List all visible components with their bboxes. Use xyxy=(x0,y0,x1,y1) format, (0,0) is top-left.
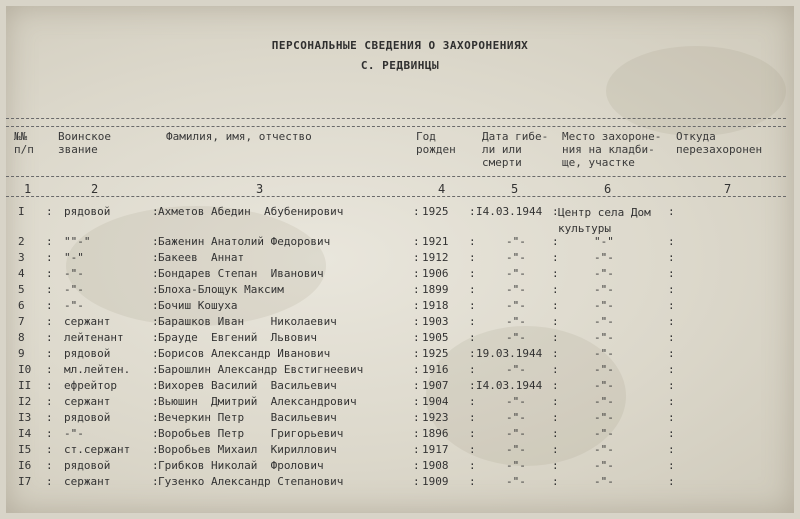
row-death-date: -"- xyxy=(506,427,526,440)
column-separator: : xyxy=(152,411,159,424)
row-birth-year: 1921 xyxy=(422,235,449,248)
column-separator: : xyxy=(413,315,420,328)
column-separator: : xyxy=(413,331,420,344)
column-separator: : xyxy=(46,363,53,376)
table-row xyxy=(6,395,794,411)
row-full-name: Вихорев Василий Васильевич xyxy=(158,379,337,392)
row-death-date: I4.03.1944 xyxy=(476,205,543,218)
row-birth-year: 1925 xyxy=(422,347,449,360)
row-burial-place: -"- xyxy=(594,379,614,392)
column-separator: : xyxy=(46,267,53,280)
row-number: I7 xyxy=(18,475,32,488)
header-top-rule-2 xyxy=(6,126,786,127)
column-separator: : xyxy=(413,267,420,280)
column-separator: : xyxy=(46,443,53,456)
row-burial-place: -"- xyxy=(594,475,614,488)
row-burial-place: -"- xyxy=(594,395,614,408)
row-number: II xyxy=(18,379,32,392)
row-burial-place: -"- xyxy=(594,427,614,440)
column-separator: : xyxy=(46,347,53,360)
row-full-name: Бочиш Кошуха xyxy=(158,299,238,312)
column-separator: : xyxy=(668,427,675,440)
column-separator: : xyxy=(552,363,559,376)
column-separator: : xyxy=(469,427,476,440)
row-number: I4 xyxy=(18,427,32,440)
row-death-date: -"- xyxy=(506,315,526,328)
row-number: 9 xyxy=(18,347,25,360)
row-death-date: -"- xyxy=(506,267,526,280)
header-rank: Воинское звание xyxy=(58,130,111,156)
table-row xyxy=(6,459,794,475)
row-birth-year: 1904 xyxy=(422,395,449,408)
header-top-rule xyxy=(6,118,786,119)
row-number: I xyxy=(18,205,25,218)
table-row xyxy=(6,379,794,395)
header-reburied-from: Откуда перезахоронен xyxy=(676,130,763,156)
row-birth-year: 1925 xyxy=(422,205,449,218)
row-full-name: Воробьев Михаил Кириллович xyxy=(158,443,337,456)
column-separator: : xyxy=(46,459,53,472)
column-separator: : xyxy=(552,347,559,360)
table-row xyxy=(6,363,794,379)
row-rank: рядовой xyxy=(64,411,111,424)
column-separator: : xyxy=(668,331,675,344)
row-rank: -"- xyxy=(64,427,84,440)
header-death-date: Дата гибе- ли или смерти xyxy=(482,130,549,169)
column-separator: : xyxy=(552,379,559,392)
column-separator: : xyxy=(668,443,675,456)
row-burial-place: -"- xyxy=(594,411,614,424)
column-separator: : xyxy=(552,331,559,344)
row-rank: мл.лейтен. xyxy=(64,363,131,376)
column-separator: : xyxy=(152,379,159,392)
row-birth-year: 1918 xyxy=(422,299,449,312)
table-row xyxy=(6,427,794,443)
row-birth-year: 1903 xyxy=(422,315,449,328)
row-number: 5 xyxy=(18,283,25,296)
column-separator: : xyxy=(152,283,159,296)
row-burial-place: "-" xyxy=(594,235,614,248)
column-separator: : xyxy=(152,395,159,408)
table-row xyxy=(6,475,794,491)
column-separator: : xyxy=(668,379,675,392)
column-separator: : xyxy=(152,475,159,488)
column-separator: : xyxy=(413,251,420,264)
row-burial-place: -"- xyxy=(594,315,614,328)
row-burial-place: -"- xyxy=(594,363,614,376)
row-death-date: -"- xyxy=(506,251,526,264)
column-separator: : xyxy=(469,235,476,248)
column-separator: : xyxy=(46,235,53,248)
row-number: 4 xyxy=(18,267,25,280)
column-separator: : xyxy=(152,315,159,328)
table-row xyxy=(6,283,794,299)
column-separator: : xyxy=(46,299,53,312)
row-rank: рядовой xyxy=(64,347,111,360)
column-separator: : xyxy=(469,315,476,328)
column-separator: : xyxy=(552,315,559,328)
column-separator: : xyxy=(668,205,675,218)
row-birth-year: 1908 xyxy=(422,459,449,472)
row-full-name: Вечеркин Петр Васильевич xyxy=(158,411,337,424)
column-separator: : xyxy=(552,411,559,424)
column-separator: : xyxy=(152,267,159,280)
row-number: I6 xyxy=(18,459,32,472)
table-row xyxy=(6,411,794,427)
row-full-name: Ахметов Абедин Абубенирович xyxy=(158,205,344,218)
row-full-name: Вьюшин Дмитрий Александрович xyxy=(158,395,357,408)
table-row xyxy=(6,235,794,251)
row-full-name: Воробьев Петр Григорьевич xyxy=(158,427,344,440)
row-birth-year: 1906 xyxy=(422,267,449,280)
column-separator: : xyxy=(46,251,53,264)
column-separator: : xyxy=(152,299,159,312)
column-separator: : xyxy=(413,459,420,472)
row-rank: ст.сержант xyxy=(64,443,131,456)
row-burial-place: -"- xyxy=(594,251,614,264)
row-death-date: -"- xyxy=(506,235,526,248)
table-row xyxy=(6,299,794,315)
row-death-date: 19.03.1944 xyxy=(476,347,543,360)
table-row xyxy=(6,443,794,459)
row-full-name: Барашков Иван Николаевич xyxy=(158,315,337,328)
row-birth-year: 1923 xyxy=(422,411,449,424)
column-separator: : xyxy=(46,315,53,328)
header-year: Год рожден xyxy=(416,130,456,156)
header-name: Фамилия, имя, отчество xyxy=(166,130,312,143)
table-row xyxy=(6,315,794,331)
row-birth-year: 1912 xyxy=(422,251,449,264)
column-separator: : xyxy=(668,267,675,280)
row-death-date: -"- xyxy=(506,411,526,424)
column-separator: : xyxy=(552,251,559,264)
row-burial-place: -"- xyxy=(594,331,614,344)
column-separator: : xyxy=(46,411,53,424)
column-separator: : xyxy=(413,363,420,376)
column-number: 4 xyxy=(438,182,446,196)
column-separator: : xyxy=(413,299,420,312)
column-separator: : xyxy=(152,347,159,360)
column-separator: : xyxy=(413,283,420,296)
row-death-date: -"- xyxy=(506,299,526,312)
table-row xyxy=(6,331,794,347)
row-full-name: Бондарев Степан Иванович xyxy=(158,267,324,280)
header-mid-rule xyxy=(6,176,786,177)
column-separator: : xyxy=(413,427,420,440)
column-separator: : xyxy=(152,251,159,264)
column-separator: : xyxy=(668,475,675,488)
row-rank: ефрейтор xyxy=(64,379,117,392)
column-separator: : xyxy=(469,363,476,376)
row-burial-place: -"- xyxy=(594,299,614,312)
column-separator: : xyxy=(668,395,675,408)
row-rank: "-" xyxy=(64,251,84,264)
column-number: 5 xyxy=(511,182,519,196)
column-separator: : xyxy=(469,443,476,456)
column-separator: : xyxy=(469,283,476,296)
column-separator: : xyxy=(552,283,559,296)
row-rank: рядовой xyxy=(64,205,111,218)
column-separator: : xyxy=(552,235,559,248)
row-burial-place: -"- xyxy=(594,283,614,296)
header-burial-place: Место захороне- ния на кладби- ще, участке xyxy=(562,130,662,169)
row-birth-year: 1917 xyxy=(422,443,449,456)
column-separator: : xyxy=(668,283,675,296)
column-separator: : xyxy=(152,331,159,344)
row-burial-place: Центр села Дом культуры xyxy=(558,206,651,235)
row-full-name: Баженин Анатолий Федорович xyxy=(158,235,331,248)
row-death-date: -"- xyxy=(506,475,526,488)
column-separator: : xyxy=(469,205,476,218)
column-separator: : xyxy=(413,235,420,248)
row-rank: -"- xyxy=(64,299,84,312)
row-full-name: Брауде Евгений Львович xyxy=(158,331,317,344)
column-number: 3 xyxy=(256,182,264,196)
table-row xyxy=(6,267,794,283)
row-birth-year: 1905 xyxy=(422,331,449,344)
row-full-name: Грибков Николай Фролович xyxy=(158,459,324,472)
row-full-name: Борисов Александр Иванович xyxy=(158,347,331,360)
column-number: 7 xyxy=(724,182,732,196)
column-separator: : xyxy=(668,411,675,424)
column-separator: : xyxy=(152,205,159,218)
row-burial-place: -"- xyxy=(594,459,614,472)
column-separator: : xyxy=(46,379,53,392)
column-separator: : xyxy=(668,235,675,248)
column-number: 6 xyxy=(604,182,612,196)
column-separator: : xyxy=(152,459,159,472)
row-rank: лейтенант xyxy=(64,331,124,344)
row-birth-year: 1907 xyxy=(422,379,449,392)
header-bottom-rule xyxy=(6,196,786,197)
row-rank: сержант xyxy=(64,475,111,488)
row-death-date: -"- xyxy=(506,395,526,408)
column-separator: : xyxy=(552,443,559,456)
column-separator: : xyxy=(668,315,675,328)
column-separator: : xyxy=(552,267,559,280)
row-number: 7 xyxy=(18,315,25,328)
row-rank: -"- xyxy=(64,267,84,280)
row-death-date: -"- xyxy=(506,459,526,472)
column-separator: : xyxy=(152,363,159,376)
row-birth-year: 1899 xyxy=(422,283,449,296)
row-rank: рядовой xyxy=(64,459,111,472)
column-separator: : xyxy=(46,205,53,218)
column-separator: : xyxy=(668,251,675,264)
row-burial-place: -"- xyxy=(594,347,614,360)
row-rank: ""-" xyxy=(64,235,91,248)
column-separator: : xyxy=(552,475,559,488)
header-num: №№ п/п xyxy=(14,130,34,156)
column-number: 1 xyxy=(24,182,32,196)
column-separator: : xyxy=(469,475,476,488)
column-separator: : xyxy=(413,379,420,392)
table-row xyxy=(6,347,794,363)
row-death-date: -"- xyxy=(506,283,526,296)
column-separator: : xyxy=(668,459,675,472)
document-subtitle: С. РЕДВИНЦЫ xyxy=(360,59,440,72)
row-number: 8 xyxy=(18,331,25,344)
column-separator: : xyxy=(469,395,476,408)
document-title: ПЕРСОНАЛЬНЫЕ СВЕДЕНИЯ О ЗАХОРОНЕНИЯХ xyxy=(271,39,529,52)
row-death-date: -"- xyxy=(506,331,526,344)
column-separator: : xyxy=(552,395,559,408)
row-number: 6 xyxy=(18,299,25,312)
column-separator: : xyxy=(469,331,476,344)
column-separator: : xyxy=(46,395,53,408)
column-separator: : xyxy=(152,235,159,248)
column-separator: : xyxy=(552,427,559,440)
row-number: 3 xyxy=(18,251,25,264)
row-full-name: Гузенко Александр Степанович xyxy=(158,475,344,488)
row-birth-year: 1896 xyxy=(422,427,449,440)
row-number: I0 xyxy=(18,363,32,376)
row-death-date: -"- xyxy=(506,443,526,456)
column-separator: : xyxy=(413,411,420,424)
row-number: I3 xyxy=(18,411,32,424)
column-separator: : xyxy=(413,347,420,360)
row-full-name: Барошлин Александр Евстигнеевич xyxy=(158,363,364,376)
column-separator: : xyxy=(413,395,420,408)
row-birth-year: 1909 xyxy=(422,475,449,488)
column-separator: : xyxy=(469,251,476,264)
column-separator: : xyxy=(552,299,559,312)
column-separator: : xyxy=(469,267,476,280)
column-separator: : xyxy=(469,379,476,392)
column-separator: : xyxy=(46,331,53,344)
column-separator: : xyxy=(469,299,476,312)
row-number: 2 xyxy=(18,235,25,248)
column-separator: : xyxy=(668,347,675,360)
row-number: I2 xyxy=(18,395,32,408)
column-separator: : xyxy=(413,205,420,218)
column-separator: : xyxy=(46,427,53,440)
row-rank: сержант xyxy=(64,315,111,328)
table-row xyxy=(6,205,794,235)
row-death-date: -"- xyxy=(506,363,526,376)
column-separator: : xyxy=(552,459,559,472)
document-sheet xyxy=(6,6,794,513)
row-burial-place: -"- xyxy=(594,267,614,280)
column-separator: : xyxy=(668,363,675,376)
row-death-date: I4.03.1944 xyxy=(476,379,543,392)
row-burial-place: -"- xyxy=(594,443,614,456)
column-separator: : xyxy=(469,411,476,424)
column-separator: : xyxy=(552,205,559,218)
row-full-name: Блоха-Блощук Максим xyxy=(158,283,284,296)
column-separator: : xyxy=(668,299,675,312)
row-number: I5 xyxy=(18,443,32,456)
column-separator: : xyxy=(152,427,159,440)
row-rank: сержант xyxy=(64,395,111,408)
table-row xyxy=(6,251,794,267)
column-separator: : xyxy=(469,347,476,360)
column-number: 2 xyxy=(91,182,99,196)
column-separator: : xyxy=(469,459,476,472)
row-full-name: Бакеев Аннат xyxy=(158,251,245,264)
column-separator: : xyxy=(46,283,53,296)
column-separator: : xyxy=(152,443,159,456)
column-separator: : xyxy=(46,475,53,488)
column-separator: : xyxy=(413,443,420,456)
column-separator: : xyxy=(413,475,420,488)
row-rank: -"- xyxy=(64,283,84,296)
row-birth-year: 1916 xyxy=(422,363,449,376)
